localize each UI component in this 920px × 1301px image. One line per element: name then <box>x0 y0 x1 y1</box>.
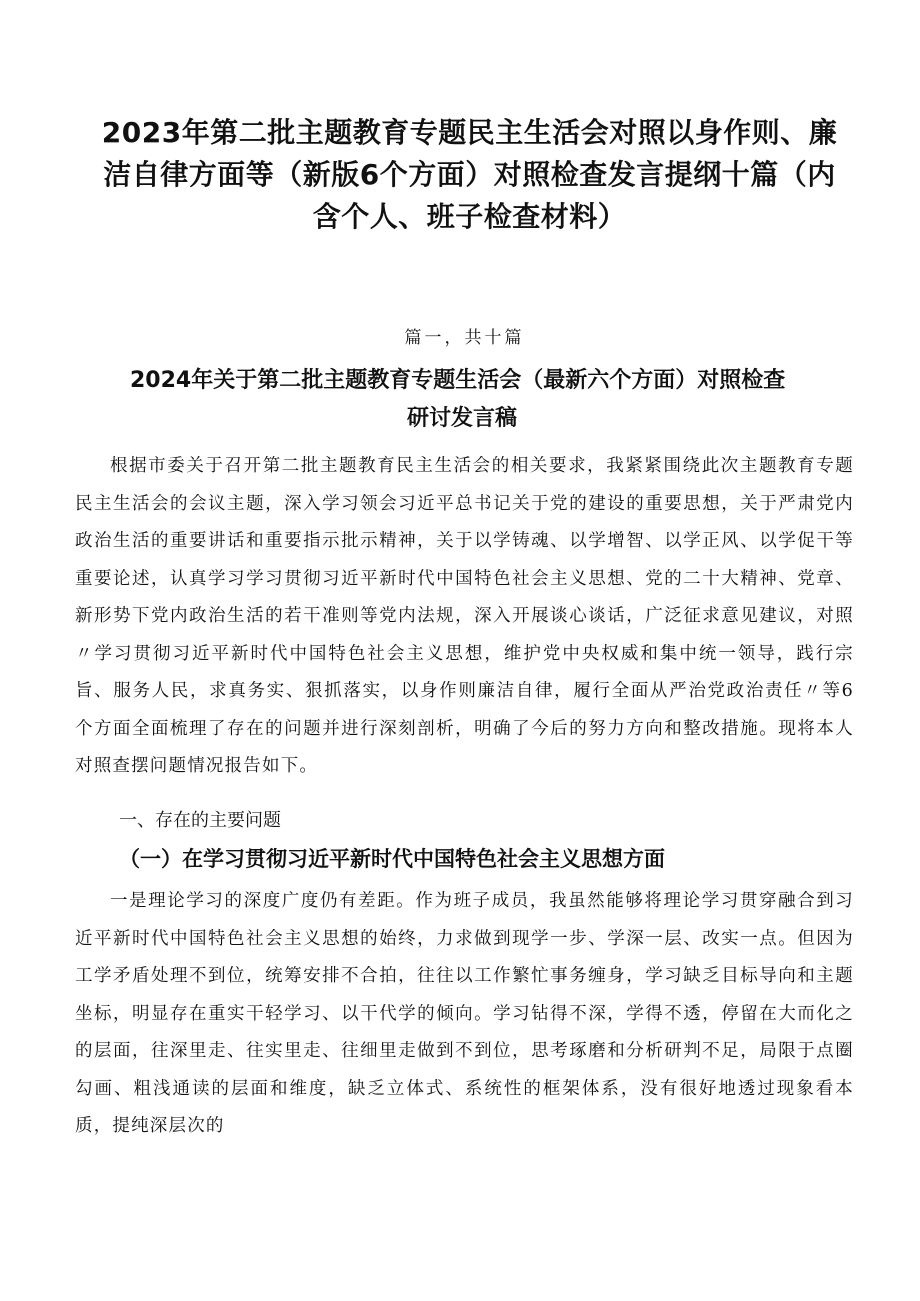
subsection-heading: （一）在学习贯彻习近平新时代中国特色社会主义思想方面 <box>119 847 665 871</box>
section-heading: 一、存在的主要问题 <box>119 810 281 831</box>
body-paragraph: 一是理论学习的深度广度仍有差距。作为班子成员，我虽然能够将理论学习贯穿融合到习近平新时代中国特色社会主义思想的始终，力求做到现学一步、学深一层、改实一点。但因为工学矛盾处理不到位，统筹安排不合拍，往往以工作繁忙事务缠身，学习缺乏目标导向和主题坐标，明显存在重实干轻学习、以干代学的倾向。学习钻得不深，学得不透，停留在大而化之的层面，往深里走、往实里走、往细里走做到不到位，思考琢磨和分析研判不足，局限于点圈勾画、粗浅通读的层面和维度，缺乏立体式、系统性的框架体系，没有很好地透过现象看本质，提纯深层次的 <box>75 891 854 1136</box>
speech-title <box>75 362 854 438</box>
speech-title-line-2: 研讨发言稿 <box>406 406 517 431</box>
part-label: 篇一，共十篇 <box>404 328 525 348</box>
intro-paragraph: 根据市委关于召开第二批主题教育民主生活会的相关要求，我紧紧围绕此次主题教育专题民主生活会的会议主题，深入学习领会习近平总书记关于党的建设的重要思想，关于严肃党内政治生活的重要讲话和重要指示批示精神，关于以学铸魂、以学增智、以学正风、以学促干等重要论述，认真学习学习贯彻习近平新时代中国特色社会主义思想、党的二十大精神、党章、新形势下党内政治生活的若干准则等党内法规，深入开展谈心谈话，广泛征求意见建议，对照〃学习贯彻习近平新时代中国特色社会主义思想，维护党中央权威和集中统一领导，践行宗旨、服务人民，求真务实、狠抓落实，以身作则廉洁自律，履行全面从严治党政治责任〃等6个方面全面梳理了存在的问题并进行深刻剖析，明确了今后的努力方向和整改措施。现将本人对照查摆问题情况报告如下。 <box>75 456 854 776</box>
speech-title-line-1: 2024年关于第二批主题教育专题生活会（最新六个方面）对照检查 <box>130 368 786 393</box>
document-title: 2023年第二批主题教育专题民主生活会对照以身作则、廉洁自律方面等（新版6个方面）对照检查发言提纲十篇（内含个人、班子检查材料） <box>101 116 838 233</box>
